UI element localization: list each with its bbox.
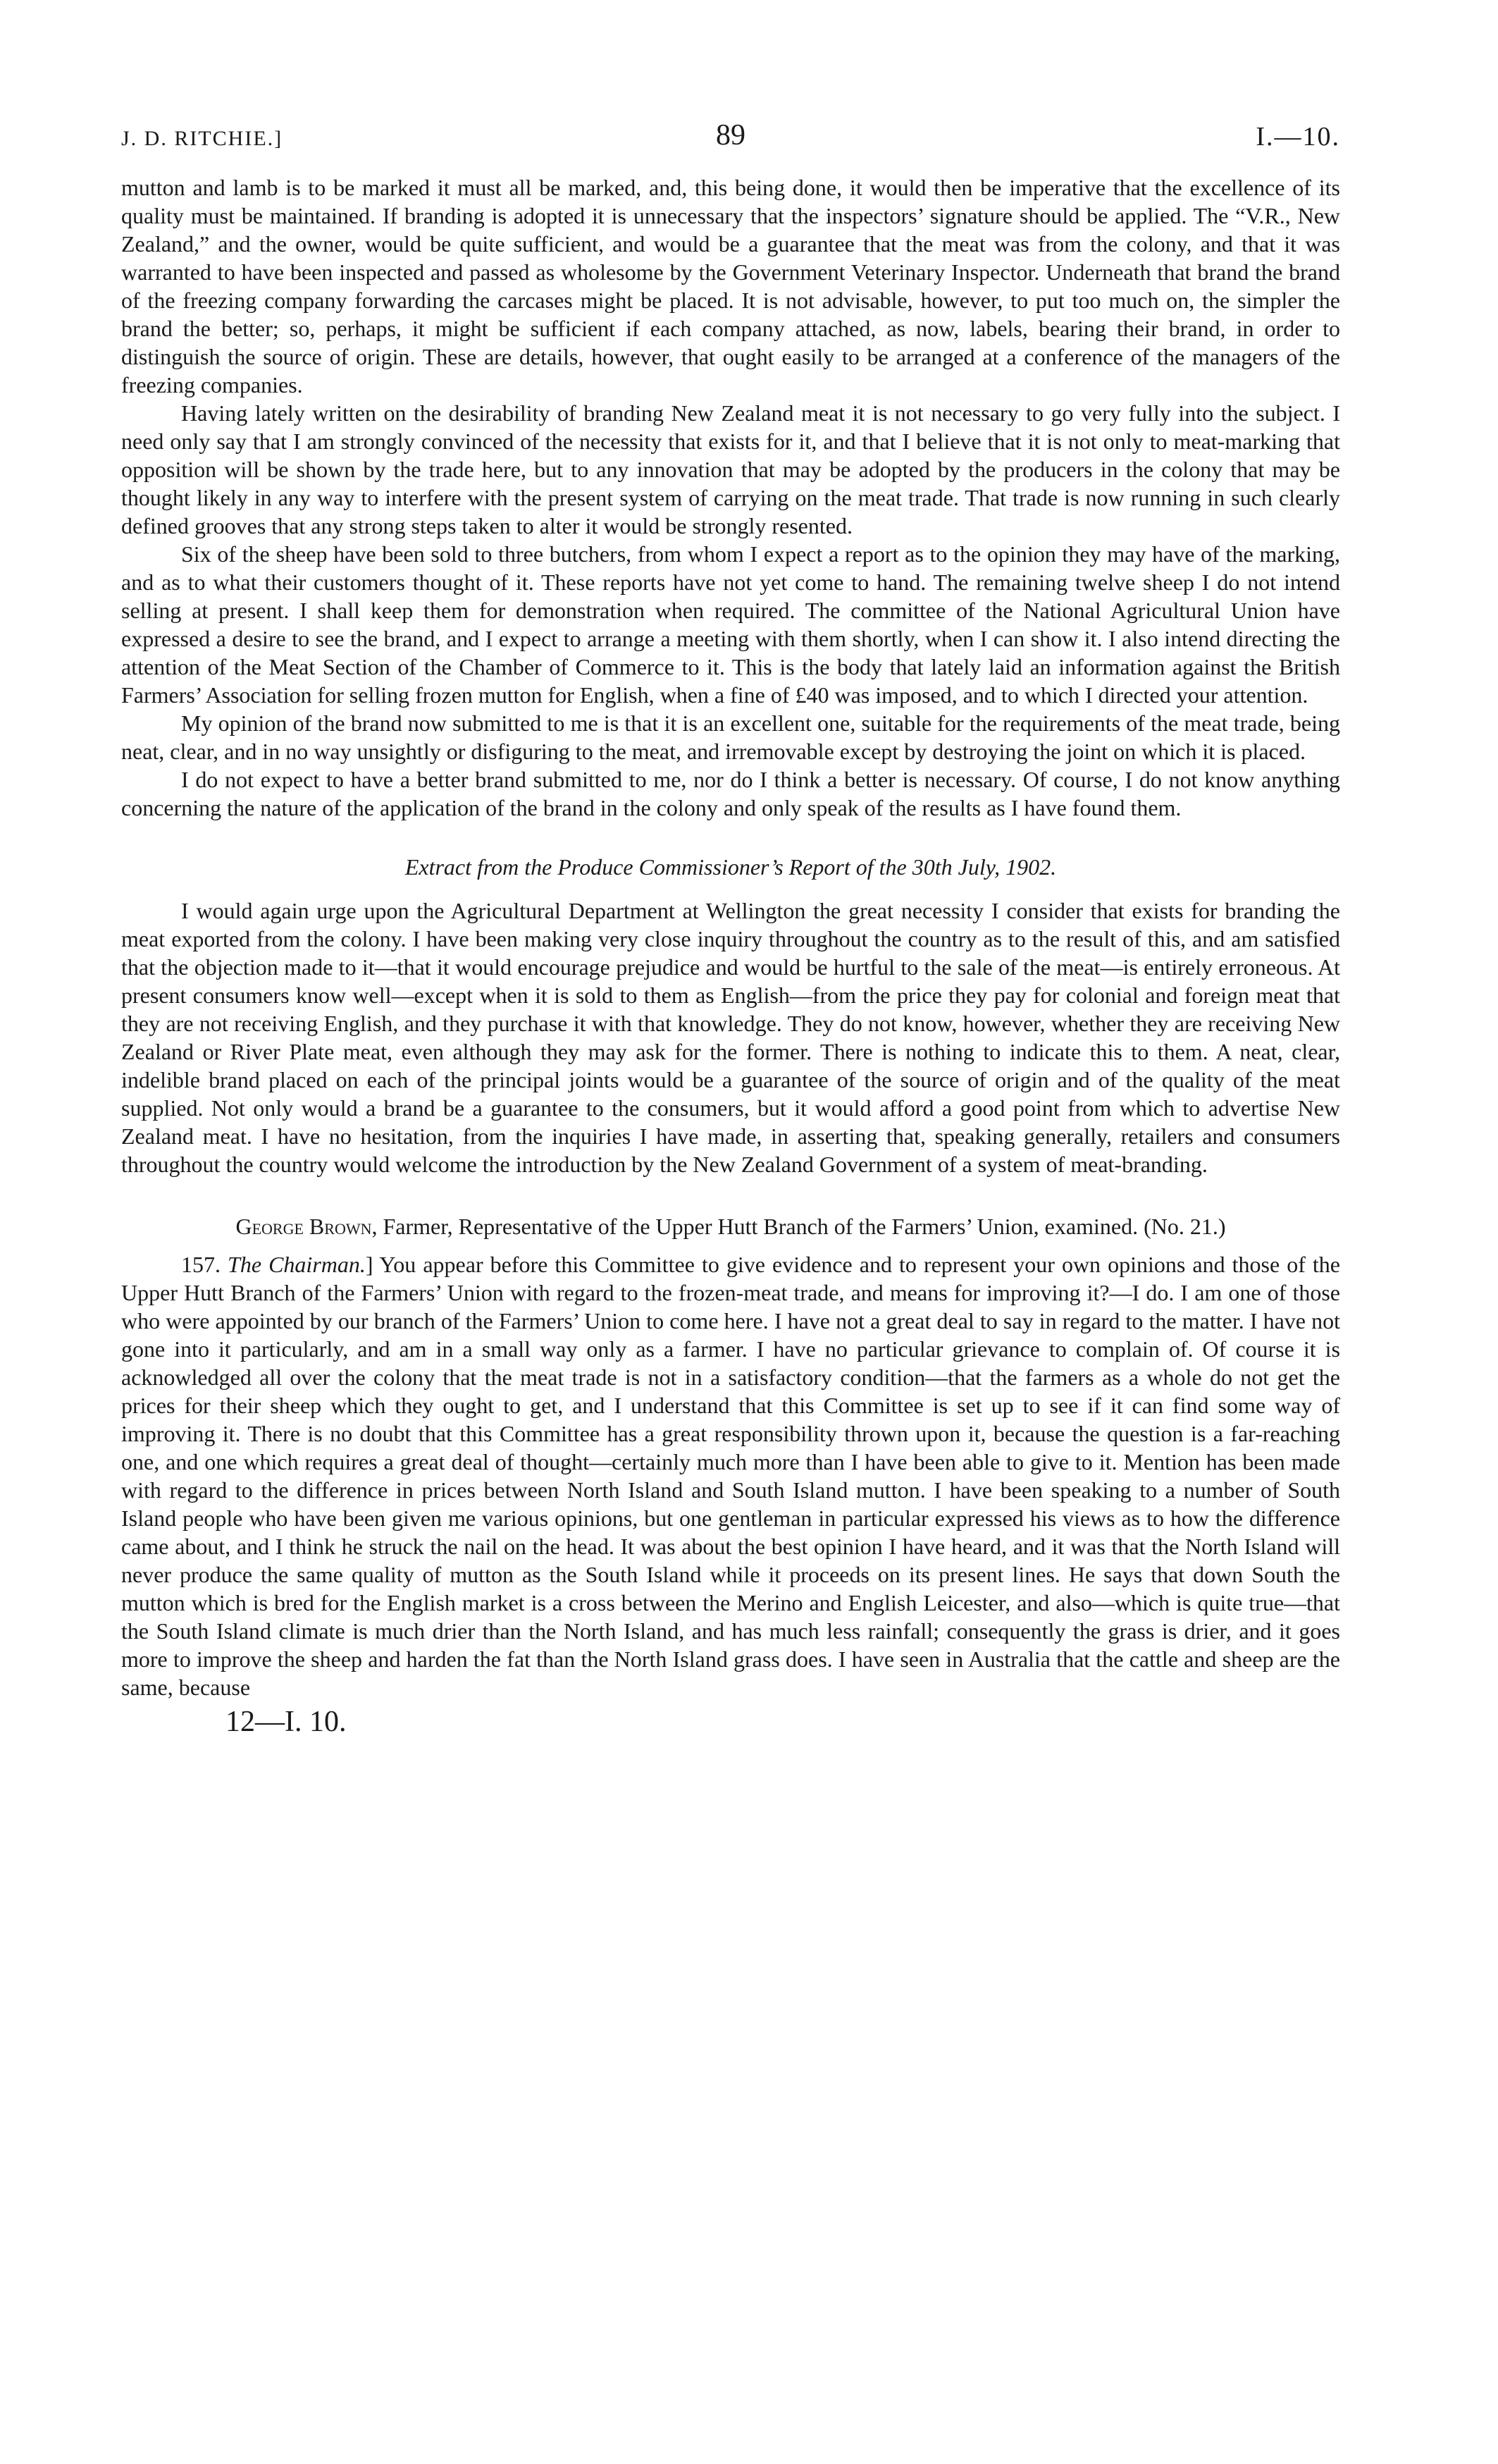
- testimony-text: ] You appear before this Committee to give evidence and to represent your own opinions and those of the Upper Hutt Branch of the Farmers’ Union with regard to the frozen-meat trade, and means for improving it?—I do. I am one of those who were appointed by our branch of the Farmers’ Union to come here. I have not a great deal to say in regard to the matter. I have not gone into it particularly, and am in a small way only as a farmer. I have no particular grievance to complain of. Of course it is acknowledged all over the colony that the meat trade is not in a satisfactory condition—that the farmers as a whole do not get the prices for their sheep which they ought to get, and I understand that this Committee is set up to see if it can find some way of improving it. There is no doubt that this Committee has a great responsibility thrown upon it, because the question is a far-reaching one, and one which requires a great deal of thought—certainly much more than I have been able to give to it. Mention has been made with regard to the difference in prices between North Island and South Island mutton. I have been speaking to a number of South Island people who have been given me various opinions, but one gentleman in particular expressed his views as to how the difference came about, and I think he struck the nail on the head. It was about the best opinion I have heard, and it was that the North Island will never produce the same quality of mutton as the South Island while it proceeds on its present lines. He says that down South the mutton which is bred for the English market is a cross between the Merino and English Leicester, and also—which is quite true—that the South Island climate is much drier than the North Island, and has much less rainfall; consequently the grass is drier, and it goes more to improve the sheep and harden the fat than the North Island grass does. I have seen in Australia that the cattle and sheep are the same, because: [121, 1252, 1341, 1700]
- testimony-paragraph: [121, 1250, 1340, 1701]
- header-witness-name: J. D. RITCHIE.]: [121, 127, 283, 150]
- body-text: [121, 173, 1340, 1738]
- paragraph: Having lately written on the desirability of branding New Zealand meat it is not necessary to go very fully into the subject. I need only say that I am strongly convinced of the necessity that exists for it, and that I believe that it is not only to meat-marking that opposition will be shown by the trade here, but to any innovation that may be adopted by the producers in the colony that may be thought likely in any way to interfere with the present system of carrying on the meat trade. That trade is now running in such clearly defined grooves that any strong steps taken to alter it would be strongly resented.: [121, 400, 1340, 538]
- sheet-signature: 12—I. 10.: [225, 1706, 347, 1738]
- page-number: 89: [716, 119, 745, 152]
- question-number: 157.: [181, 1252, 221, 1277]
- paragraph: My opinion of the brand now submitted to me is that it is an excellent one, suitable for the requirements of the meat trade, being neat, clear, and in no way unsightly or disfiguring to the meat, and irremovable except by destroying the joint on which it is placed.: [121, 710, 1340, 764]
- paragraph: I do not expect to have a better brand submitted to me, nor do I think a better is necessary. Of course, I do not know anything concerning the nature of the application of the brand in the colony and only speak of the results as I have found them.: [121, 767, 1340, 820]
- paragraph: Six of the sheep have been sold to three butchers, from whom I expect a report as to the opinion they may have of the marking, and as to what their customers thought of it. These reports have not yet come to hand. The remaining twelve sheep I do not intend selling at present. I shall keep them for demonstration when required. The committee of the National Agricultural Union have expressed a desire to see the brand, and I expect to arrange a meeting with them shortly, when I can show it. I also intend directing the attention of the Meat Section of the Chamber of Commerce to it. This is the body that lately laid an information against the British Farmers’ Association for selling frozen mutton for English, when a fine of £40 was imposed, and to which I directed your attention.: [121, 541, 1340, 708]
- speaker: The Chairman.: [228, 1252, 366, 1277]
- witness-description: , Farmer, Representative of the Upper Hutt Branch of the Farmers’ Union, examined. (No. 21.): [371, 1214, 1226, 1239]
- document-page: [121, 118, 1340, 1738]
- running-header: [121, 118, 1340, 161]
- witness-name: George Brown: [235, 1214, 372, 1239]
- extract-heading: Extract from the Produce Commissioner’s Report of the 30th July, 1902.: [404, 854, 1057, 880]
- paper-reference: I.—10.: [1256, 122, 1340, 152]
- paragraph-continued: mutton and lamb is to be marked it must all be marked, and, this being done, it would then be imperative that the excellence of its quality must be maintained. If branding is adopted it is unnecessary that the inspectors’ signature should be applied. The “V.R., New Zealand,” and the owner, would be quite sufficient, and would be a guarantee that the meat was from the colony, and that it was warranted to have been inspected and passed as wholesome by the Government Veterinary Inspector. Underneath that brand the brand of the freezing company forwarding the carcases might be placed. It is not advisable, however, to put too much on, the simpler the brand the better; so, perhaps, it might be sufficient if each company attached, as now, labels, bearing their brand, in order to distinguish the source of origin. These are details, however, that ought easily to be arranged at a conference of the managers of the freezing companies.: [121, 175, 1340, 398]
- witness-heading: [121, 1212, 1340, 1240]
- extract-paragraph: I would again urge upon the Agricultural Department at Wellington the great necessity I consider that exists for branding the meat exported from the colony. I have been making very close inquiry throughout the country as to the result of this, and am satisfied that the objection made to it—that it would encourage prejudice and would be hurtful to the sale of the meat—is entirely erroneous. At present consumers know well—except when it is sold to them as English—from the price they pay for colonial and foreign meat that they are not receiving English, and they purchase it with that knowledge. They do not know, however, whether they are receiving New Zealand or River Plate meat, even although they may ask for the former. There is nothing to indicate this to them. A neat, clear, indelible brand placed on each of the principal joints would be a guarantee of the source of origin and of the quality of the meat supplied. Not only would a brand be a guarantee to the consumers, but it would afford a good point from which to advertise New Zealand meat. I have no hesitation, from the inquiries I have made, in asserting that, speaking generally, retailers and consumers throughout the country would welcome the introduction by the New Zealand Government of a system of meat-branding.: [121, 898, 1340, 1177]
